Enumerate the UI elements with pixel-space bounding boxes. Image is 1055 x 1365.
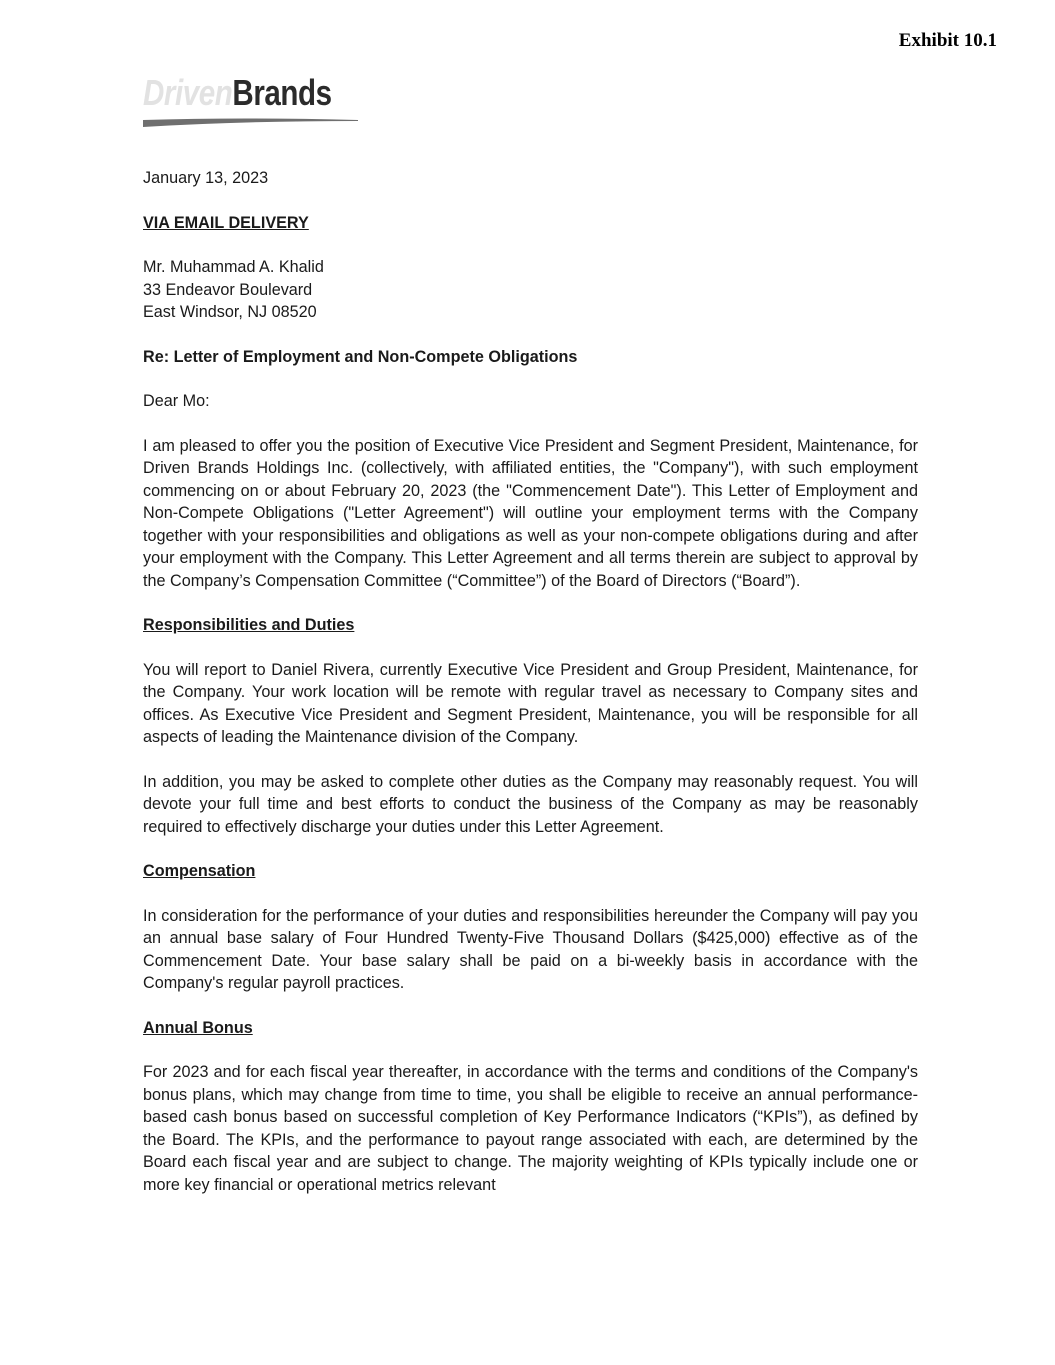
logo-brands-text: Brands [232, 72, 332, 113]
recipient-name: Mr. Muhammad A. Khalid [143, 258, 324, 276]
recipient-city: East Windsor, NJ 08520 [143, 303, 317, 321]
salutation: Dear Mo: [143, 392, 210, 410]
intro-paragraph: I am pleased to offer you the position of Executive Vice President and Segment President, Maintenance, for Driven Brands Holdings Inc. (collectively, with affiliated entities, the "Company"), with such employment commencing on or about February 20, 2023 (the "Commencement Date"). This Letter of Employment and Non-Compete Obligations ("Letter Agreement") will outline your employment terms with the Company together with your responsibilities and obligations as well as your non-compete obligations during and after your employment with the Company. This Letter Agreement and all terms therein are subject to approval by the Company’s Compensation Committee (“Committee”) of the Board of Directors (“Board”). [143, 436, 918, 590]
bonus-heading: Annual Bonus [143, 1018, 253, 1037]
recipient-address [143, 256, 918, 324]
responsibilities-heading: Responsibilities and Duties [143, 616, 355, 634]
driven-brands-logo [143, 72, 363, 132]
compensation-heading: Compensation [143, 862, 256, 880]
responsibilities-paragraph-1: You will report to Daniel Rivera, currently Executive Vice President and Group President, Maintenance, for the Company. Your work location will be remote with regular travel as necessary to Company sites and offices. As Executive Vice President and Segment President, Maintenance, you will be responsible for all aspects of leading the Maintenance division of the Company. [143, 660, 918, 746]
subject-line: Re: Letter of Employment and Non-Compete Obligations [143, 347, 578, 366]
letter-date: January 13, 2023 [143, 169, 269, 187]
compensation-paragraph: In consideration for the performance of your duties and responsibilities hereunder the Company will pay you an annual base salary of Four Hundred Twenty-Five Thousand Dollars ($425,000) effective as of the Commencement Date. Your base salary shall be paid on a bi-weekly basis in accordance with the Company's regular payroll practices. [143, 906, 918, 992]
responsibilities-paragraph-2: In addition, you may be asked to complete other duties as the Company may reasonably request. You will devote your full time and best efforts to conduct the business of the Company as may be reasonably required to effectively discharge your duties under this Letter Agreement. [143, 772, 918, 836]
logo-swoosh-icon [143, 116, 358, 130]
logo-wordmark [143, 72, 332, 114]
logo-driven-text: Driven [143, 72, 233, 113]
exhibit-label: Exhibit 10.1 [898, 30, 997, 51]
letter-body [143, 167, 918, 1218]
bonus-paragraph: For 2023 and for each fiscal year thereafter, in accordance with the terms and conditions of the Company's bonus plans, which may change from time to time, you shall be eligible to receive an annual performance-based cash bonus based on successful completion of Key Performance Indicators (“KPIs”), as defined by the Board. The KPIs, and the performance to payout range associated with each, are determined by the Board each fiscal year and are subject to change. The majority weighting of KPIs typically include one or more key financial or operational metrics relevant [143, 1063, 918, 1194]
recipient-street: 33 Endeavor Boulevard [143, 280, 313, 299]
delivery-method: VIA EMAIL DELIVERY [143, 213, 309, 232]
